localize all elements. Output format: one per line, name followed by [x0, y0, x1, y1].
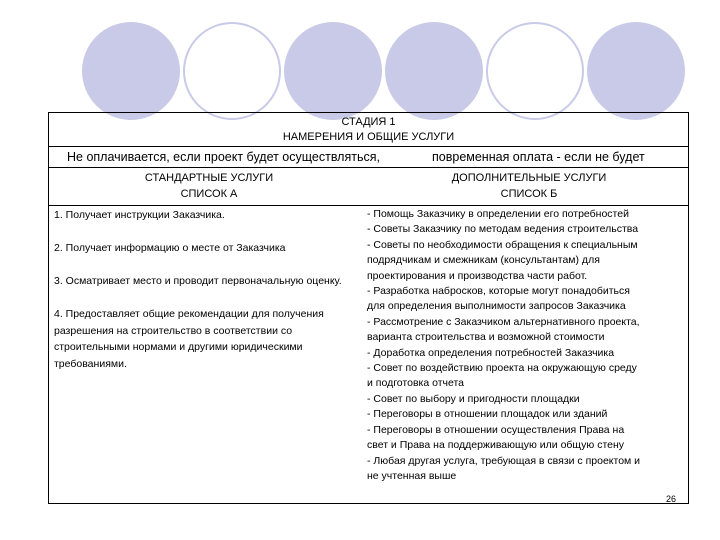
list-line: подрядчикам и смежникам (консультантам) для — [367, 254, 600, 267]
circle-decoration — [385, 22, 483, 120]
list-line: свет и Права на поддерживающую или общую стену — [367, 439, 625, 452]
list-line: - Переговоры в отношении площадок или зданий — [367, 408, 608, 421]
list-line: - Советы Заказчику по методам ведения строительства — [367, 223, 639, 236]
list-item: 4. Предоставляет общие рекомендации для получения разрешения на строительство в соответствии со строительными нормами и другими юридическими требованиями. — [54, 308, 324, 370]
circle-decoration — [183, 22, 281, 120]
list-line: и подготовка отчета — [367, 377, 465, 390]
page-number: 26 — [666, 494, 677, 504]
payment-terms-row — [49, 147, 688, 168]
list-line: проектирования и производства части работ. — [367, 269, 588, 282]
stage-subtitle: НАМЕРЕНИЯ И ОБЩИЕ УСЛУГИ — [282, 131, 455, 143]
stage-title: СТАДИЯ 1 — [341, 116, 396, 128]
list-b-heading — [369, 170, 689, 202]
stage-header — [49, 113, 688, 147]
list-a-heading-label: СПИСОК А — [180, 188, 238, 200]
list-line: - Любая другая услуга, требующая в связи с проектом и — [367, 454, 641, 467]
list-item: 2. Получает информацию о месте от Заказчика — [54, 242, 286, 254]
decorative-circles — [0, 0, 720, 110]
list-line: для определения выполнимости запросов Заказчика — [367, 300, 626, 313]
list-line: - Разработка набросков, которые могут понадобиться — [367, 285, 630, 298]
list-item: 1. Получает инструкции Заказчика. — [54, 209, 225, 221]
list-line: - Переговоры в отношении осуществления Права на — [367, 423, 625, 436]
list-b-items — [367, 207, 687, 484]
list-a-heading-title: СТАНДАРТНЫЕ УСЛУГИ — [144, 172, 274, 184]
list-line: - Помощь Заказчику в определении его потребностей — [367, 208, 629, 220]
circle-decoration — [587, 22, 685, 120]
list-a-heading — [49, 170, 369, 202]
list-line: - Совет по выбору и пригодности площадки — [367, 392, 580, 405]
circle-decoration — [82, 22, 180, 120]
payment-terms-left: Не оплачивается, если проект будет осуществляться, — [67, 150, 380, 164]
list-a-items — [54, 207, 354, 372]
list-line: варианта строительства и возможной стоимости — [367, 331, 605, 344]
list-line: - Совет по воздействию проекта на окружающую среду — [367, 362, 637, 375]
circle-decoration — [486, 22, 584, 120]
payment-terms-right: повременная оплата - если не будет — [432, 150, 645, 164]
divider — [49, 205, 688, 206]
list-line: не учтенная выше — [367, 469, 457, 482]
list-b-heading-title: ДОПОЛНИТЕЛЬНЫЕ УСЛУГИ — [451, 172, 607, 184]
circle-decoration — [284, 22, 382, 120]
list-item: 3. Осматривает место и проводит первоначальную оценку. — [54, 275, 342, 287]
list-line: - Советы по необходимости обращения к специальным — [367, 238, 638, 251]
services-table — [48, 112, 689, 504]
list-line: - Доработка определения потребностей Заказчика — [367, 346, 615, 359]
list-line: - Рассмотрение с Заказчиком альтернативного проекта, — [367, 315, 640, 328]
list-b-heading-label: СПИСОК Б — [500, 188, 558, 200]
